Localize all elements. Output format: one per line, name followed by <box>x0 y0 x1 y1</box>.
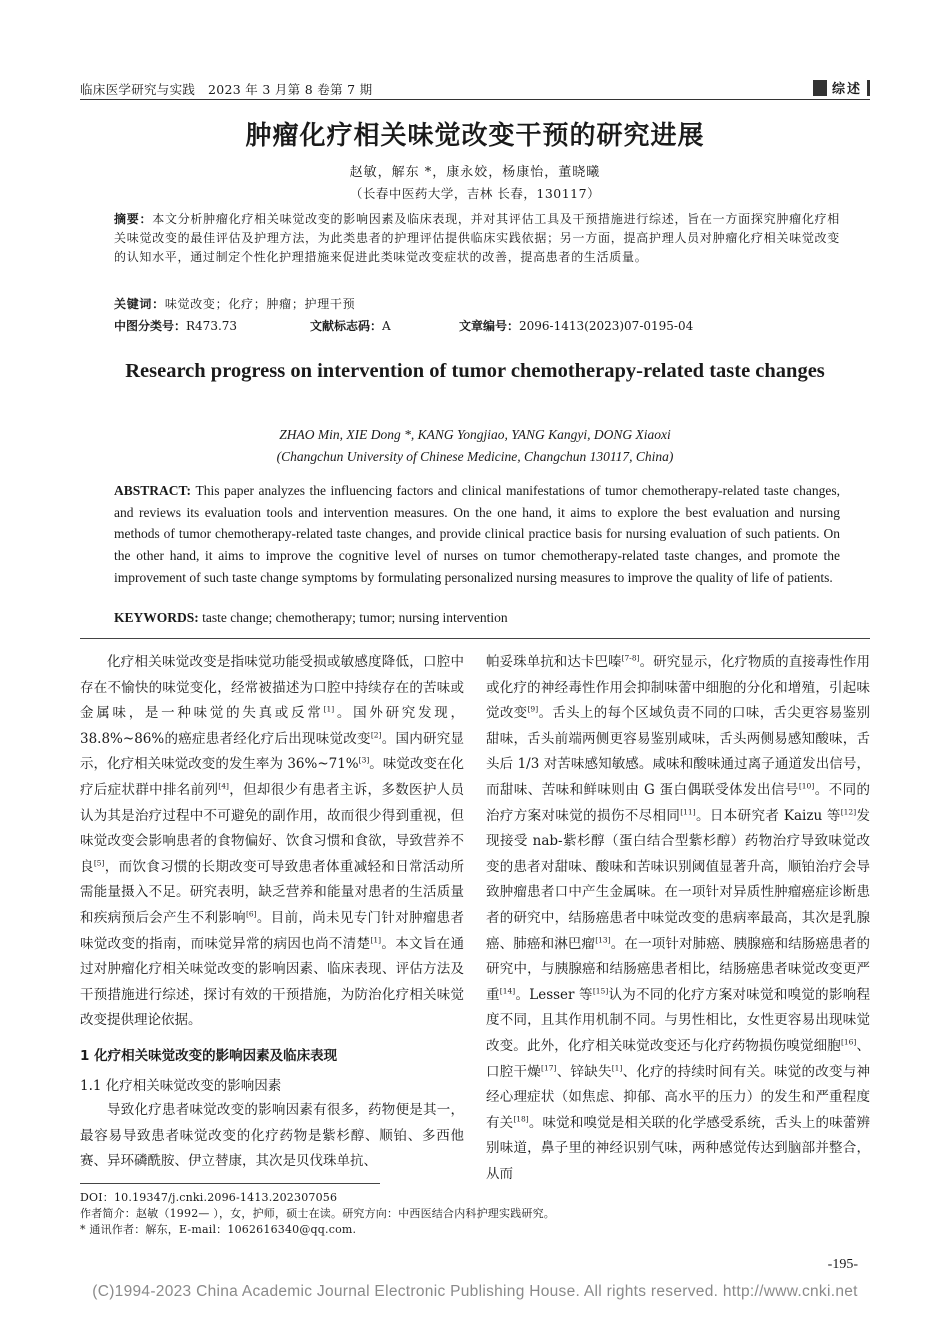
clc-number <box>114 317 237 334</box>
citation-ref: [13] <box>595 935 611 945</box>
citation-ref: [11] <box>680 807 696 817</box>
citation-ref: [9] <box>527 704 539 714</box>
body-paragraph: 化疗相关味觉改变是指味觉功能受损或敏感度降低，口腔中存在不愉快的味觉变化，经常被描述为口腔中持续存在的苦味或金属味，是一种味觉的失真或反常[1]。国外研究发现，38.8%~86%的癌症患者经化疗后出现味觉改变[2]。国内研究显示，化疗相关味觉改变的发生率为 36%~71%[3]。味觉改变在化疗后症状群中排名前列[4]，但却很少有患者主诉，多数医护人员认为其是治疗过程中不可避免的副作用，故而很少得到重视，但味觉改变会影响患者的食物偏好、饮食习惯和食欲，导致营养不良[5]，而饮食习惯的长期改变可导致患者体重减轻和日常活动所需能量摄入不足。研究表明，缺乏营养和能量对患者的生活质量和疾病预后会产生不利影响[6]。目前，尚未见专门针对肿瘤患者味觉改变的指南，而味觉异常的病因也尚不清楚[1]。本文旨在通过对肿瘤化疗相关味觉改变的影响因素、临床表现、评估方法及干预措施进行综述，探讨有效的干预措施，为防治化疗相关味觉改变提供理论依据。 <box>80 654 465 1029</box>
affiliation-en: (Changchun University of Chinese Medicine, Changchun 130117, China) <box>276 449 674 464</box>
abstract-cn-text: 本文分析肿瘤化疗相关味觉改变的影响因素及临床表现，并对其评估工具及干预措施进行综述，旨在一方面探究肿瘤化疗相关味觉改变的最佳评估及护理方法，为此类患者的护理评估提供临床实践依据；另一方面，提高护理人员对肿瘤化疗相关味觉改变的认知水平，通过制定个性化护理措施来促进此类味觉改变症状的改善，提高患者的生活质量。 <box>114 212 840 264</box>
corresponding-author: * 通讯作者：解东，E-mail：1062616340@qq.com. <box>80 1223 357 1236</box>
subsection-heading: 1.1 化疗相关味觉改变的影响因素 <box>80 1077 282 1094</box>
article-number <box>459 317 693 334</box>
doc-value: A <box>382 319 391 333</box>
abstract-en <box>114 480 840 589</box>
running-header <box>80 78 870 100</box>
abstract-cn-label: 摘要： <box>114 212 153 226</box>
body-paragraph: 导致化疗患者味觉改变的影响因素有很多，药物便是其一，最容易导致患者味觉改变的化疗药物是紫杉醇、顺铂、多西他赛、异环磷酰胺、伊立替康，其次是贝伐珠单抗、 <box>80 1101 464 1170</box>
citation-ref: [5] <box>93 858 105 868</box>
section-tag <box>813 78 870 97</box>
doc-label: 文献标志码： <box>310 319 383 333</box>
abstract-en-label: ABSTRACT: <box>114 483 196 498</box>
abstract-en-text: This paper analyzes the influencing factors and clinical manifestations of tumor chemotherapy-related taste changes, and reviews its evaluation tools and intervention measures. On the one hand, it aims to explore the best evaluation and nursing methods of tumor chemotherapy-related taste changes, and provide clinical practice basis for nursing evaluation of such patients. On the other hand, it aims to improve the cognitive level of nurses on tumor chemotherapy-related taste changes, and promote the improvement of such taste change symptoms by formulating personalized nursing measures to improve the quality of life of patients. <box>114 483 840 585</box>
body-column-left <box>80 650 464 1175</box>
citation-ref: [6] <box>245 909 257 919</box>
citation-ref: [17] <box>541 1063 557 1072</box>
citation-ref: [3] <box>358 755 370 765</box>
citation-ref: [14] <box>499 986 516 996</box>
document-code <box>310 317 391 334</box>
title-en: Research progress on intervention of tumor chemotherapy-related taste changes <box>125 360 825 382</box>
citation-ref: [1] <box>323 704 335 714</box>
citation-ref: [18] <box>513 1114 529 1124</box>
title-cn: 肿瘤化疗相关味觉改变干预的研究进展 <box>245 121 705 151</box>
body-paragraph: 帕妥珠单抗和达卡巴嗪[7-8]。研究显示，化疗物质的直接毒性作用或化疗的神经毒性作用会抑制味蕾中细胞的分化和增殖，引起味觉改变[9]。舌头上的每个区域负责不同的口味，舌尖更容易鉴别甜味，舌头前端两侧更容易鉴别咸味，舌头两侧易感知酸味，舌头后 1/3 对苦味感知敏感。咸味和酸味通过离子通道发出信号，而甜味、苦味和鲜味则由 G 蛋白偶联受体发出信号[10]。不同的治疗方案对味觉的损伤不尽相同[11]。日本研究者 Kaizu 等[12]发现接受 nab-紫杉醇（蛋白结合型紫杉醇）药物治疗导致味觉改变的患者对甜味、酸味和苦味识别阈值显著升高，顺铂治疗会导致肿瘤患者口中产生金属味。在一项针对异质性肿瘤癌症诊断患者的研究中，结肠癌患者中味觉改变的患病率最高，其次是乳腺癌、肺癌和淋巴瘤[13]。在一项针对肺癌、胰腺癌和结肠癌患者的研究中，与胰腺癌和结肠癌患者相比，结肠癌患者味觉改变更严重[14]。Lesser 等[15]认为不同的化疗方案对味觉和嗅觉的影响程度不同，且其作用机制不同。与男性相比，女性更容易出现味觉改变。此外，化疗相关味觉改变还与化疗药物损伤嗅觉细胞[16]、口腔干燥[17]、锌缺失[1]、化疗的持续时间有关。味觉的改变与神经心理症状（如焦虑、抑郁、高水平的压力）的发生和严重程度有关[18]。味觉和嗅觉是相关联的化学感受系统，舌头上的味蕾辨别味道，鼻子里的神经识别气味，两种感觉传达到脑部并整合，从而 <box>486 653 871 1182</box>
copyright-watermark: (C)1994-2023 China Academic Journal Electronic Publishing House. All rights reserved. http://www.cnki.net <box>92 1283 858 1300</box>
clc-label: 中图分类号： <box>114 319 187 333</box>
citation-ref: [4] <box>218 781 229 791</box>
keywords-en <box>114 610 840 626</box>
body-rule <box>80 638 870 639</box>
citation-ref: [16] <box>840 1037 857 1047</box>
section-tag-bar-icon <box>867 80 870 96</box>
keywords-cn-text: 味觉改变；化疗；肿瘤；护理干预 <box>164 297 356 311</box>
footnotes <box>80 1190 870 1238</box>
doi: DOI：10.19347/j.cnki.2096-1413.202307056 <box>80 1191 338 1204</box>
citation-ref: [2] <box>370 730 382 740</box>
authors-en: ZHAO Min, XIE Dong *, KANG Yongjiao, YANG Kangyi, DONG Xiaoxi <box>279 427 671 442</box>
header-rule <box>80 99 870 100</box>
article-value: 2096-1413(2023)07-0195-04 <box>519 319 694 333</box>
body-column-right <box>486 650 870 1187</box>
keywords-en-text: taste change; chemotherapy; tumor; nursing intervention <box>202 610 508 625</box>
affiliation-cn: （长春中医药大学，吉林 长春，130117） <box>349 186 601 201</box>
clc-value: R473.73 <box>186 319 238 333</box>
keywords-cn <box>114 295 355 312</box>
section-tag-block-icon <box>813 80 827 96</box>
section-heading: 1 化疗相关味觉改变的影响因素及临床表现 <box>80 1047 338 1064</box>
abstract-cn <box>114 210 840 267</box>
classification-row <box>114 317 840 335</box>
citation-ref: [10] <box>798 781 815 791</box>
journal-info: 临床医学研究与实践 2023 年 3 月第 8 卷第 7 期 <box>80 82 373 97</box>
citation-ref: [12] <box>840 807 857 817</box>
footnote-rule <box>80 1183 380 1184</box>
citation-ref: [1] <box>611 1063 623 1072</box>
authors-cn: 赵敏，解东 *，康永姣，杨康怡，董晓曦 <box>349 165 601 180</box>
citation-ref: [7-8] <box>621 653 640 663</box>
article-label: 文章编号： <box>459 319 520 333</box>
keywords-en-label: KEYWORDS: <box>114 610 203 625</box>
citation-ref: [15] <box>592 986 609 996</box>
citation-ref: [1] <box>370 935 382 945</box>
author-bio: 作者简介：赵敏（1992— ），女，护师，硕士在读。研究方向：中西医结合内科护理实践研究。 <box>80 1207 555 1220</box>
section-label: 综述 <box>831 82 862 97</box>
keywords-cn-label: 关键词： <box>114 297 165 311</box>
page-number: -195- <box>827 1257 858 1272</box>
